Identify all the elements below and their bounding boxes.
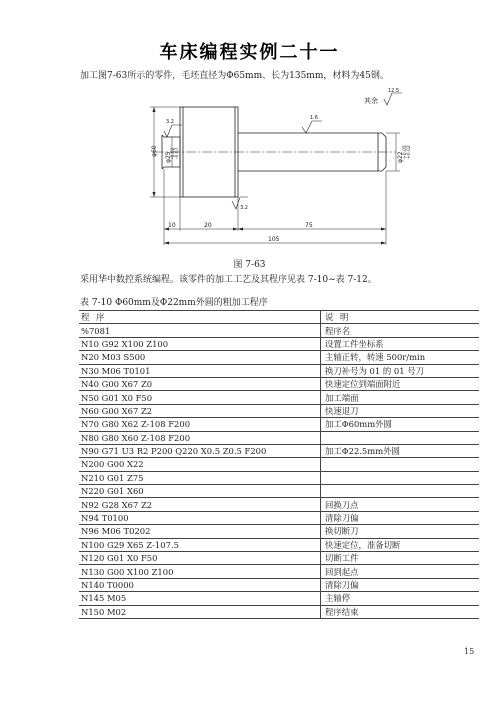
program-code-cell: N150 M02 [79, 605, 321, 618]
program-code-cell: N96 M06 T0202 [79, 525, 321, 538]
table-row [79, 498, 479, 511]
program-code-cell: N70 G80 X62 Z-108 F200 [79, 418, 321, 431]
table-row [79, 552, 479, 565]
label-phi60: φ60 [151, 145, 158, 157]
roughness-symbol-rest [384, 93, 402, 105]
description-cell: 快速定位到端面附近 [321, 377, 480, 390]
description-cell: 加工Φ22.5mm外圆 [321, 444, 480, 457]
description-cell: 设置工件坐标系 [321, 337, 480, 350]
description-cell: 清除刀偏 [321, 578, 480, 591]
label-phi22: φ22 [397, 151, 404, 163]
program-code-cell: N130 G00 X100 Z100 [79, 565, 321, 578]
process-paragraph: 采用华中数控系统编程。该零件的加工工艺及其程序见表 7-10~表 7-12。 [80, 275, 377, 285]
description-cell: 清除刀偏 [321, 511, 480, 524]
dim-75-label: 75 [305, 222, 313, 229]
figure-caption: 图 7-63 [233, 260, 266, 270]
roughness-bottom-value: 3.2 [240, 205, 248, 211]
table-row [79, 525, 479, 538]
dimension-arrows [153, 107, 387, 245]
table-row [79, 471, 479, 484]
program-code-cell: N90 G71 U3 R2 P200 Q220 X0.5 Z0.5 F200 [79, 444, 321, 457]
roughness-rest-label: 其余 [364, 97, 378, 105]
table-row [79, 337, 479, 350]
description-cell: 主轴停 [321, 592, 480, 605]
table-row [79, 458, 479, 471]
table-row [79, 565, 479, 578]
table-row [79, 404, 479, 417]
description-cell: 快速退刀 [321, 404, 480, 417]
table-header-row [79, 311, 479, 324]
program-code-cell: N200 G00 X22 [79, 458, 321, 471]
roughness-left-value: 3.2 [166, 119, 174, 125]
table-caption: 表 7-10 Φ60mm及Φ22mm外圆的粗加工程序 [80, 298, 268, 308]
program-code-cell: N220 G01 X60 [79, 485, 321, 498]
description-cell [321, 485, 480, 498]
description-cell: 程序名 [321, 324, 480, 337]
description-cell: 回换刀点 [321, 498, 480, 511]
page-title: 车床编程实例二十一 [159, 42, 340, 63]
program-code-cell: N92 G28 X67 Z2 [79, 498, 321, 511]
table-row [79, 578, 479, 591]
description-cell [321, 471, 480, 484]
table-row [79, 444, 479, 457]
dim-10-label: 10 [168, 222, 176, 229]
label-phi25: φ25 [165, 151, 172, 163]
description-cell: 切断工件 [321, 552, 480, 565]
table-row [79, 351, 479, 364]
description-cell [321, 431, 480, 444]
dim-20-label: 20 [204, 222, 212, 229]
program-code-cell: N120 G01 X0 F50 [79, 552, 321, 565]
page-number: 15 [464, 647, 475, 656]
description-cell [321, 458, 480, 471]
description-cell: 加工端面 [321, 391, 480, 404]
roughness-symbol-left [164, 125, 182, 137]
description-cell: 主轴正转，转速 500r/min [321, 351, 480, 364]
label-phi25-tol-upper: -0.02 [171, 147, 176, 159]
program-code-cell: N40 G00 X67 Z0 [79, 377, 321, 390]
program-code-cell: N140 T0000 [79, 578, 321, 591]
description-cell: 加工Φ60mm外圆 [321, 418, 480, 431]
intro-paragraph: 加工图7-63所示的零件，毛坯直径为Φ65mm、长为135mm，材料为45钢。 [80, 71, 389, 81]
table-row [79, 511, 479, 524]
program-code-cell: N210 G01 Z75 [79, 471, 321, 484]
roughness-rest-value: 12.5 [388, 88, 400, 94]
program-code-cell: N30 M06 T0101 [79, 364, 321, 377]
program-code-cell: N20 M03 S500 [79, 351, 321, 364]
program-code-cell: N80 G80 X60 Z-108 F200 [79, 431, 321, 444]
description-cell: 快速定位，准备切断 [321, 538, 480, 551]
table-row [79, 538, 479, 551]
dim-105-label: 105 [268, 236, 280, 243]
program-code-cell: N94 T0100 [79, 511, 321, 524]
program-code-cell: N60 G00 X67 Z2 [79, 404, 321, 417]
label-phi25-tol-lower: -0.07 [175, 147, 180, 159]
roughness-symbol-mid [302, 121, 322, 133]
table-row [79, 485, 479, 498]
description-cell: 换切断刀 [321, 525, 480, 538]
program-code-cell: %7081 [79, 324, 321, 337]
header-program: 程 序 [79, 311, 321, 324]
table-row [79, 391, 479, 404]
roughness-mid-value: 1.6 [310, 115, 318, 121]
table-row [79, 364, 479, 377]
program-code-cell: N145 M05 [79, 592, 321, 605]
program-code-cell: N10 G92 X100 Z100 [79, 337, 321, 350]
part-drawing [150, 85, 420, 255]
table-row [79, 605, 479, 618]
description-cell: 换刀补号为 01 的 01 号刀 [321, 364, 480, 377]
table-row [79, 324, 479, 337]
program-code-cell: N100 G29 X65 Z-107.5 [79, 538, 321, 551]
table-row [79, 377, 479, 390]
program-code-cell: N50 G01 X0 F50 [79, 391, 321, 404]
label-phi22-tol-lower: +0.02 [407, 145, 412, 159]
table-row [79, 418, 479, 431]
program-table [79, 310, 479, 619]
label-phi22-tol-upper: +0.05 [403, 145, 408, 159]
description-cell: 回到起点 [321, 565, 480, 578]
table-row [79, 592, 479, 605]
description-cell: 程序结束 [321, 605, 480, 618]
table-row [79, 431, 479, 444]
extension-lines [164, 169, 386, 245]
header-description: 说 明 [321, 311, 480, 324]
